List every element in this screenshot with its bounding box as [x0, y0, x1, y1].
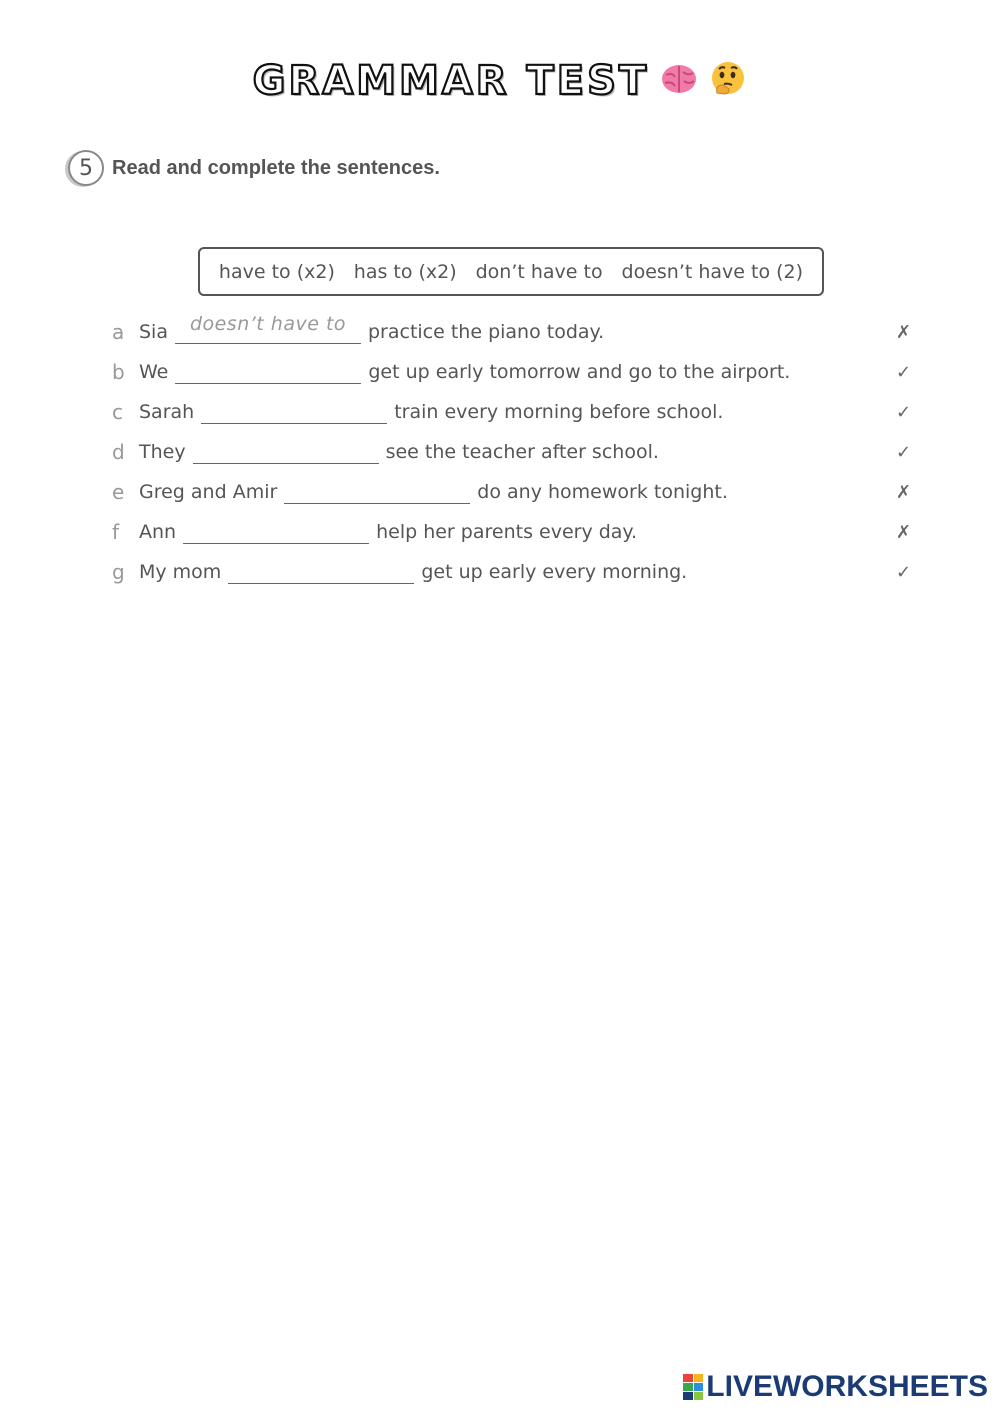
sentence-start: We [139, 361, 169, 383]
sentence-item [112, 352, 912, 392]
thinking-face-icon [709, 60, 747, 102]
sentence-end: practice the piano today. [367, 321, 605, 343]
item-letter: d [112, 440, 125, 464]
check-icon: ✓ [896, 561, 912, 583]
liveworksheets-logo[interactable] [683, 1370, 988, 1404]
sentence-start: Sarah [139, 401, 195, 423]
page-title [0, 58, 1000, 104]
check-icon: ✓ [896, 361, 912, 383]
brain-icon [660, 62, 698, 100]
answer-blank[interactable] [201, 401, 387, 424]
sentence-start: They [139, 441, 186, 463]
sentence-end: get up early every morning. [421, 561, 688, 583]
cross-icon: ✗ [896, 321, 912, 343]
sentence-list [112, 312, 912, 592]
sentence-item [112, 472, 912, 512]
check-icon: ✓ [896, 401, 912, 423]
sentence-start: Greg and Amir [139, 481, 278, 503]
sentence-end: see the teacher after school. [385, 441, 659, 463]
exercise-instruction: Read and complete the sentences. [112, 156, 440, 179]
sentence-item [112, 552, 912, 592]
word-box [198, 247, 824, 296]
sentence-start: Ann [139, 521, 177, 543]
item-letter: c [112, 400, 123, 424]
answer-blank[interactable] [175, 361, 361, 384]
logo-icon [683, 1374, 703, 1400]
word-option: don’t have to [475, 260, 603, 283]
sentence-end: do any homework tonight. [477, 481, 728, 503]
exercise-number: 5 [68, 150, 104, 186]
sentence-start: My mom [139, 561, 222, 583]
sentence-end: train every morning before school. [394, 401, 724, 423]
answer-blank[interactable] [175, 312, 361, 344]
item-letter: g [112, 560, 125, 584]
item-letter: f [112, 520, 120, 544]
word-option: have to (x2) [218, 260, 335, 283]
sentence-item [112, 312, 912, 352]
answer-blank[interactable] [284, 481, 470, 504]
sentence-end: get up early tomorrow and go to the airport. [368, 361, 791, 383]
item-letter: a [112, 320, 125, 344]
sentence-item [112, 512, 912, 552]
cross-icon: ✗ [896, 521, 912, 543]
answer-blank[interactable] [228, 561, 414, 584]
sentence-item [112, 392, 912, 432]
answer-blank[interactable] [193, 441, 379, 464]
answer-text: doesn’t have to [189, 312, 347, 335]
word-option: doesn’t have to (2) [621, 260, 804, 283]
sentence-start: Sia [139, 321, 168, 343]
cross-icon: ✗ [896, 481, 912, 503]
sentence-end: help her parents every day. [376, 521, 638, 543]
item-letter: b [112, 360, 125, 384]
title-text: GRAMMAR TEST [252, 58, 650, 104]
item-letter: e [112, 480, 125, 504]
exercise-header [68, 150, 440, 186]
sentence-item [112, 432, 912, 472]
check-icon: ✓ [896, 441, 912, 463]
logo-text: LIVEWORKSHEETS [706, 1370, 988, 1403]
word-option: has to (x2) [353, 260, 457, 283]
answer-blank[interactable] [183, 521, 369, 544]
